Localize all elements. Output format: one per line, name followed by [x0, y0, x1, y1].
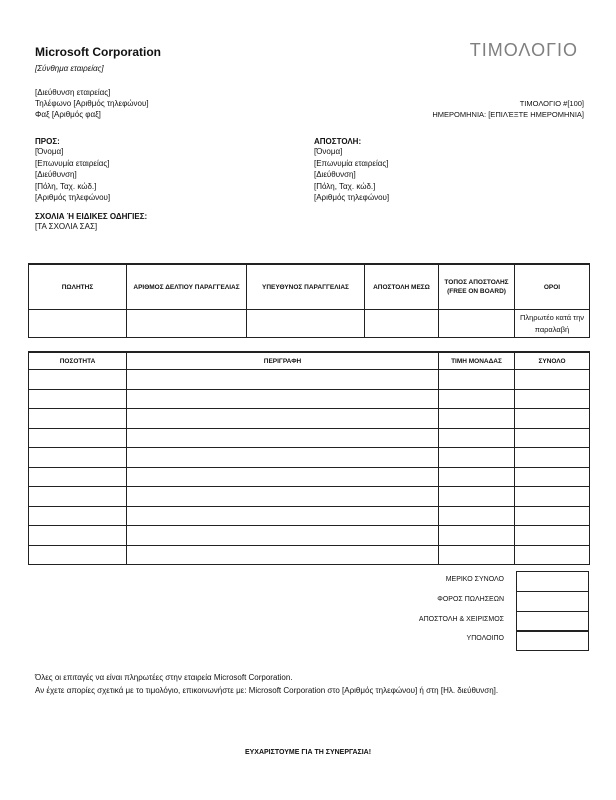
ship-to-line: [Διεύθυνση]: [314, 170, 356, 179]
cell-terms[interactable]: Πληρωτέο κατά την παραλαβή: [515, 310, 590, 338]
table-row: [29, 409, 590, 429]
shipping-value[interactable]: [516, 611, 589, 632]
table-row: [29, 506, 590, 526]
bill-to-title: ΠΡΟΣ:: [35, 137, 60, 146]
subtotal-label: ΜΕΡΙΚΟ ΣΥΝΟΛΟ: [445, 576, 504, 583]
header-po-number: ΑΡΙΘΜΟΣ ΔΕΛΤΙΟΥ ΠΑΡΑΓΓΕΛΙΑΣ: [127, 264, 247, 310]
table-row: [29, 448, 590, 468]
header-fob-point: ΤΟΠΟΣ ΑΠΟΣΤΟΛΗΣ (FREE ON BOARD): [439, 264, 515, 310]
table-row: [29, 487, 590, 507]
comments-block: [35, 212, 147, 233]
line-items-header-row: [29, 352, 590, 370]
total-cell[interactable]: [515, 448, 590, 468]
total-cell[interactable]: [515, 370, 590, 390]
bill-to-line: [Επωνυμία εταιρείας]: [35, 158, 110, 168]
quantity-cell[interactable]: [29, 389, 127, 409]
document-title: ΤΙΜΟΛΟΓΙΟ: [469, 40, 578, 60]
payment-note: Όλες οι επιταγές να είναι πληρωτέες στην εταιρεία Microsoft Corporation.: [35, 673, 293, 682]
company-name: Microsoft Corporation: [35, 45, 161, 59]
sales-tax-value[interactable]: [516, 591, 589, 612]
header-unit-price: ΤΙΜΗ ΜΟΝΑΔΑΣ: [439, 352, 515, 370]
thank-you-message: ΕΥΧΑΡΙΣΤΟΥΜΕ ΓΙΑ ΤΗ ΣΥΝΕΡΓΑΣΙΑ!: [244, 749, 372, 756]
total-due-label: ΥΠΟΛΟΙΠΟ: [466, 635, 504, 642]
total-cell[interactable]: [515, 487, 590, 507]
sales-tax-label: ΦΟΡΟΣ ΠΩΛΗΣΕΩΝ: [437, 596, 504, 603]
company-slogan: [Σύνθημα εταιρείας]: [35, 64, 104, 73]
contact-note: Αν έχετε απορίες σχετικά με το τιμολόγιο, επικοινωνήστε με: Microsoft Corporation στο [Αριθμός τηλεφώνου] ή στη [Ηλ. διεύθυνση].: [35, 686, 499, 695]
description-cell[interactable]: [127, 526, 439, 546]
header-shipped-via: ΑΠΟΣΤΟΛΗ ΜΕΣΩ: [365, 264, 439, 310]
cell-salesperson[interactable]: [29, 310, 127, 338]
header-quantity: ΠΟΣΟΤΗΤΑ: [29, 352, 127, 370]
ship-to-line: [Όνομα]: [314, 147, 343, 156]
header-salesperson: ΠΩΛΗΤΗΣ: [29, 264, 127, 310]
header-terms: ΟΡΟΙ: [515, 264, 590, 310]
ship-to-block: [314, 137, 389, 204]
header-requisitioner: ΥΠΕΥΘΥΝΟΣ ΠΑΡΑΓΓΕΛΙΑΣ: [247, 264, 365, 310]
bill-to-line: [Πόλη, Ταχ. κώδ.]: [35, 181, 97, 191]
description-cell[interactable]: [127, 545, 439, 565]
description-cell[interactable]: [127, 428, 439, 448]
unit-price-cell[interactable]: [439, 389, 515, 409]
unit-price-cell[interactable]: [439, 448, 515, 468]
description-cell[interactable]: [127, 467, 439, 487]
quantity-cell[interactable]: [29, 448, 127, 468]
description-cell[interactable]: [127, 506, 439, 526]
total-cell[interactable]: [515, 545, 590, 565]
unit-price-cell[interactable]: [439, 409, 515, 429]
total-cell[interactable]: [515, 506, 590, 526]
total-cell[interactable]: [515, 526, 590, 546]
header-description: ΠΕΡΙΓΡΑΦΗ: [127, 352, 439, 370]
line-items-table: [28, 351, 590, 565]
order-info-row: [29, 310, 590, 338]
description-cell[interactable]: [127, 370, 439, 390]
ship-to-line: [Αριθμός τηλεφώνου]: [314, 193, 390, 202]
description-cell[interactable]: [127, 409, 439, 429]
subtotal-value[interactable]: [516, 571, 589, 592]
quantity-cell[interactable]: [29, 506, 127, 526]
order-info-header-row: [29, 264, 590, 310]
total-cell[interactable]: [515, 409, 590, 429]
company-phone: Τηλέφωνο [Αριθμός τηλεφώνου]: [35, 99, 149, 108]
unit-price-cell[interactable]: [439, 506, 515, 526]
description-cell[interactable]: [127, 448, 439, 468]
comments-text: [ΤΑ ΣΧΟΛΙΑ ΣΑΣ]: [35, 222, 98, 231]
quantity-cell[interactable]: [29, 370, 127, 390]
total-cell[interactable]: [515, 467, 590, 487]
description-cell[interactable]: [127, 487, 439, 507]
unit-price-cell[interactable]: [439, 428, 515, 448]
quantity-cell[interactable]: [29, 487, 127, 507]
unit-price-cell[interactable]: [439, 370, 515, 390]
unit-price-cell[interactable]: [439, 487, 515, 507]
unit-price-cell[interactable]: [439, 545, 515, 565]
company-fax: Φαξ [Αριθμός φαξ]: [35, 110, 101, 119]
ship-to-line: [Πόλη, Ταχ. κώδ.]: [314, 181, 376, 191]
table-row: [29, 545, 590, 565]
cell-shipped-via[interactable]: [365, 310, 439, 338]
total-cell[interactable]: [515, 428, 590, 448]
cell-requisitioner[interactable]: [247, 310, 365, 338]
shipping-label: ΑΠΟΣΤΟΛΗ & ΧΕΙΡΙΣΜΟΣ: [418, 616, 504, 623]
order-info-table: [28, 263, 590, 338]
table-row: [29, 526, 590, 546]
invoice-number: ΤΙΜΟΛΟΓΙΟ #[100]: [519, 99, 584, 108]
bill-to-line: [Όνομα]: [35, 147, 64, 156]
invoice-date: ΗΜΕΡΟΜΗΝΙΑ: [ΕΠΙΛΈΞΤΕ ΗΜΕΡΟΜΗΝΙΑ]: [432, 110, 584, 119]
ship-to-title: ΑΠΟΣΤΟΛΗ:: [314, 137, 362, 146]
total-due-value[interactable]: [516, 630, 589, 651]
comments-title: ΣΧΟΛΙΑ Ή ΕΙΔΙΚΕΣ ΟΔΗΓΙΕΣ:: [35, 212, 148, 221]
bill-to-block: [35, 137, 110, 204]
table-row: [29, 428, 590, 448]
cell-po-number[interactable]: [127, 310, 247, 338]
quantity-cell[interactable]: [29, 428, 127, 448]
bill-to-line: [Αριθμός τηλεφώνου]: [35, 193, 111, 202]
description-cell[interactable]: [127, 389, 439, 409]
bill-to-line: [Διεύθυνση]: [35, 170, 77, 179]
total-cell[interactable]: [515, 389, 590, 409]
unit-price-cell[interactable]: [439, 467, 515, 487]
company-address: [Διεύθυνση εταιρείας]: [35, 88, 111, 97]
unit-price-cell[interactable]: [439, 526, 515, 546]
table-row: [29, 467, 590, 487]
quantity-cell[interactable]: [29, 545, 127, 565]
quantity-cell[interactable]: [29, 409, 127, 429]
cell-fob-point[interactable]: [439, 310, 515, 338]
ship-to-line: [Επωνυμία εταιρείας]: [314, 158, 389, 168]
header-total: ΣΥΝΟΛΟ: [515, 352, 590, 370]
quantity-cell[interactable]: [29, 467, 127, 487]
quantity-cell[interactable]: [29, 526, 127, 546]
table-row: [29, 370, 590, 390]
table-row: [29, 389, 590, 409]
